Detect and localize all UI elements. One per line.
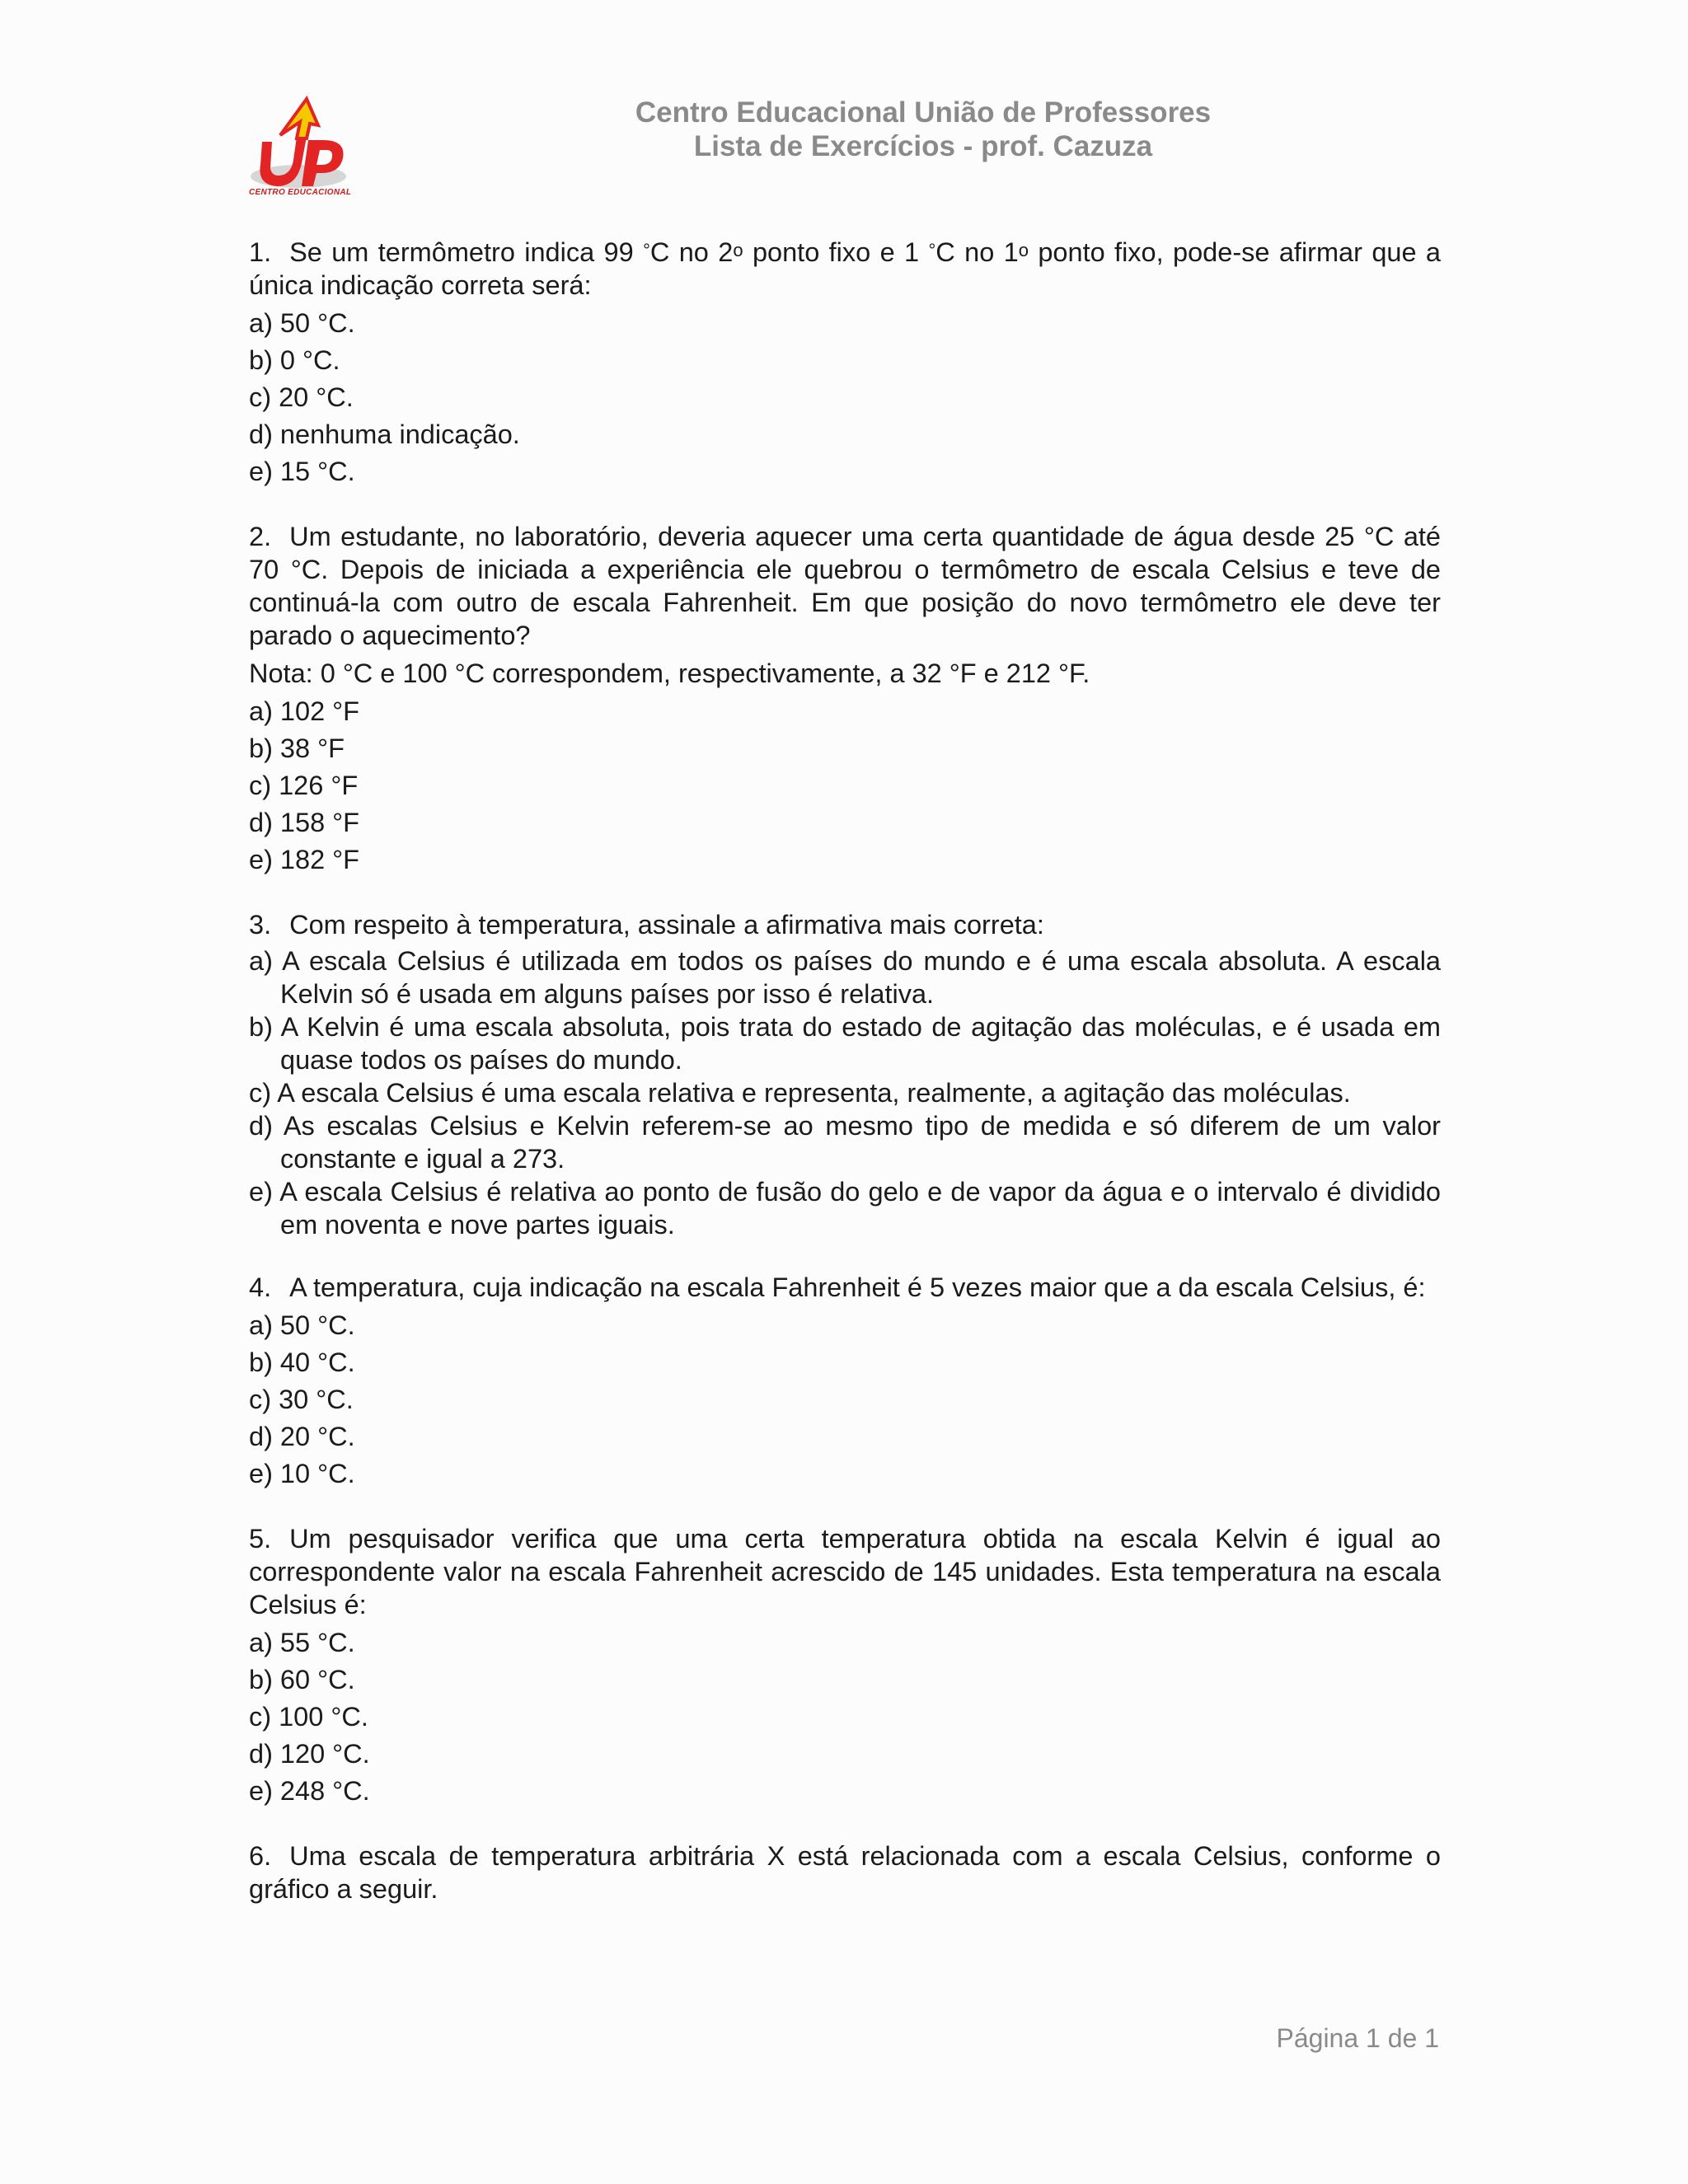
option-c: c) 126 °F: [249, 771, 359, 800]
option-b: b) 40 °C.: [249, 1347, 355, 1377]
option-e: e) 15 °C.: [249, 457, 355, 486]
option-d: d) nenhuma indicação.: [249, 419, 520, 449]
option-a: a) A escala Celsius é utilizada em todos os países do mundo e é uma escala absoluta. A escala Kelvin só é usada em alguns países por isso é relativa.: [249, 946, 1441, 1009]
page-number: Página 1 de 1: [1276, 2023, 1439, 2053]
options-list: [249, 305, 1441, 490]
option-e: e) 10 °C.: [249, 1459, 355, 1488]
option-d: d) As escalas Celsius e Kelvin referem-se ao mesmo tipo de medida e só diferem de um valor constante e igual a 273.: [249, 1111, 1441, 1174]
logo-caption: CENTRO EDUCACIONAL: [249, 188, 352, 197]
option-e: e) A escala Celsius é relativa ao ponto de fusão do gelo e de vapor da água e o intervalo é dividido em noventa e nove partes iguais.: [249, 1177, 1441, 1240]
option-c: c) A escala Celsius é uma escala relativa e representa, realmente, a agitação das moléculas.: [249, 1078, 1351, 1108]
question-body: A temperatura, cuja indicação na escala Fahrenheit é 5 vezes maior que a da escala Celsius, é:: [289, 1272, 1426, 1302]
text-part: Se um termômetro indica 99: [289, 237, 644, 267]
question-3: [249, 908, 1441, 1241]
question-text: [249, 1522, 1441, 1621]
option-c: c) 30 °C.: [249, 1385, 354, 1414]
option-c: c) 20 °C.: [249, 382, 354, 412]
question-number: 6.: [249, 1841, 272, 1871]
option-b: b) 38 °F: [249, 733, 345, 763]
option-c: c) 100 °C.: [249, 1702, 368, 1732]
question-2: [249, 520, 1441, 879]
options-list: [249, 1307, 1441, 1493]
question-body: Uma escala de temperatura arbitrária X está relacionada com a escala Celsius, conforme o gráfico a seguir.: [249, 1841, 1441, 1904]
option-e: e) 182 °F: [249, 845, 360, 874]
option-b: b) A Kelvin é uma escala absoluta, pois trata do estado de agitação das moléculas, e é usada em quase todos os países do mundo.: [249, 1012, 1441, 1075]
question-text: [249, 1840, 1441, 1905]
options-list: [249, 1624, 1441, 1810]
text-part: ponto fixo, pode-se afirmar que a única indicação correta será:: [249, 237, 1441, 300]
question-text: [249, 908, 1441, 941]
question-text: [249, 520, 1441, 652]
up-logo-icon: [247, 92, 354, 199]
option-b: b) 0 °C.: [249, 345, 340, 375]
question-5: [249, 1522, 1441, 1810]
option-b: b) 60 °C.: [249, 1665, 355, 1694]
text-part: C no 1: [935, 237, 1019, 267]
ordinal-sign: o: [733, 240, 743, 260]
option-e: e) 248 °C.: [249, 1776, 370, 1806]
options-list: [249, 693, 1441, 879]
option-d: d) 158 °F: [249, 808, 360, 837]
question-number: 3.: [249, 910, 272, 940]
list-subtitle: Lista de Exercícios - prof. Cazuza: [693, 130, 1153, 162]
option-a: a) 102 °F: [249, 696, 360, 726]
ordinal-sign: o: [1018, 240, 1029, 260]
option-a: a) 50 °C.: [249, 1310, 355, 1340]
option-a: a) 50 °C.: [249, 308, 355, 338]
question-number: 1.: [249, 237, 272, 267]
question-1: [249, 236, 1441, 490]
question-text: [249, 1271, 1441, 1304]
exercise-list: [249, 236, 1441, 1935]
institution-title: Centro Educacional União de Professores: [635, 96, 1212, 129]
degree-sign: °: [643, 240, 650, 260]
document-header: [577, 96, 1269, 163]
text-part: C no 2: [649, 237, 734, 267]
option-a: a) 55 °C.: [249, 1628, 355, 1657]
option-d: d) 20 °C.: [249, 1422, 355, 1451]
question-6: [249, 1840, 1441, 1905]
question-number: 4.: [249, 1272, 272, 1302]
question-number: 5.: [249, 1524, 272, 1554]
question-note: Nota: 0 °C e 100 °C correspondem, respectivamente, a 32 °F e 212 °F.: [249, 658, 1090, 688]
options-list: [249, 944, 1441, 1241]
question-body: Com respeito à temperatura, assinale a afirmativa mais correta:: [289, 910, 1044, 940]
question-text: [249, 236, 1441, 302]
question-body: Um pesquisador verifica que uma certa temperatura obtida na escala Kelvin é igual ao correspondente valor na escala Fahrenheit acrescido de 145 unidades. Esta temperatura na escala Celsius é:: [249, 1524, 1441, 1619]
text-part: ponto fixo e 1: [743, 237, 929, 267]
degree-sign: °: [928, 240, 936, 260]
question-number: 2.: [249, 522, 272, 551]
question-4: [249, 1271, 1441, 1493]
option-d: d) 120 °C.: [249, 1739, 370, 1769]
question-body: Um estudante, no laboratório, deveria aquecer uma certa quantidade de água desde 25 °C até 70 °C. Depois de iniciada a experiência ele quebrou o termômetro de escala Celsius e teve de continuá-la com outro de escala Fahrenheit. Em que posição do novo termômetro ele deve ter parado o aquecimento?: [249, 522, 1441, 650]
